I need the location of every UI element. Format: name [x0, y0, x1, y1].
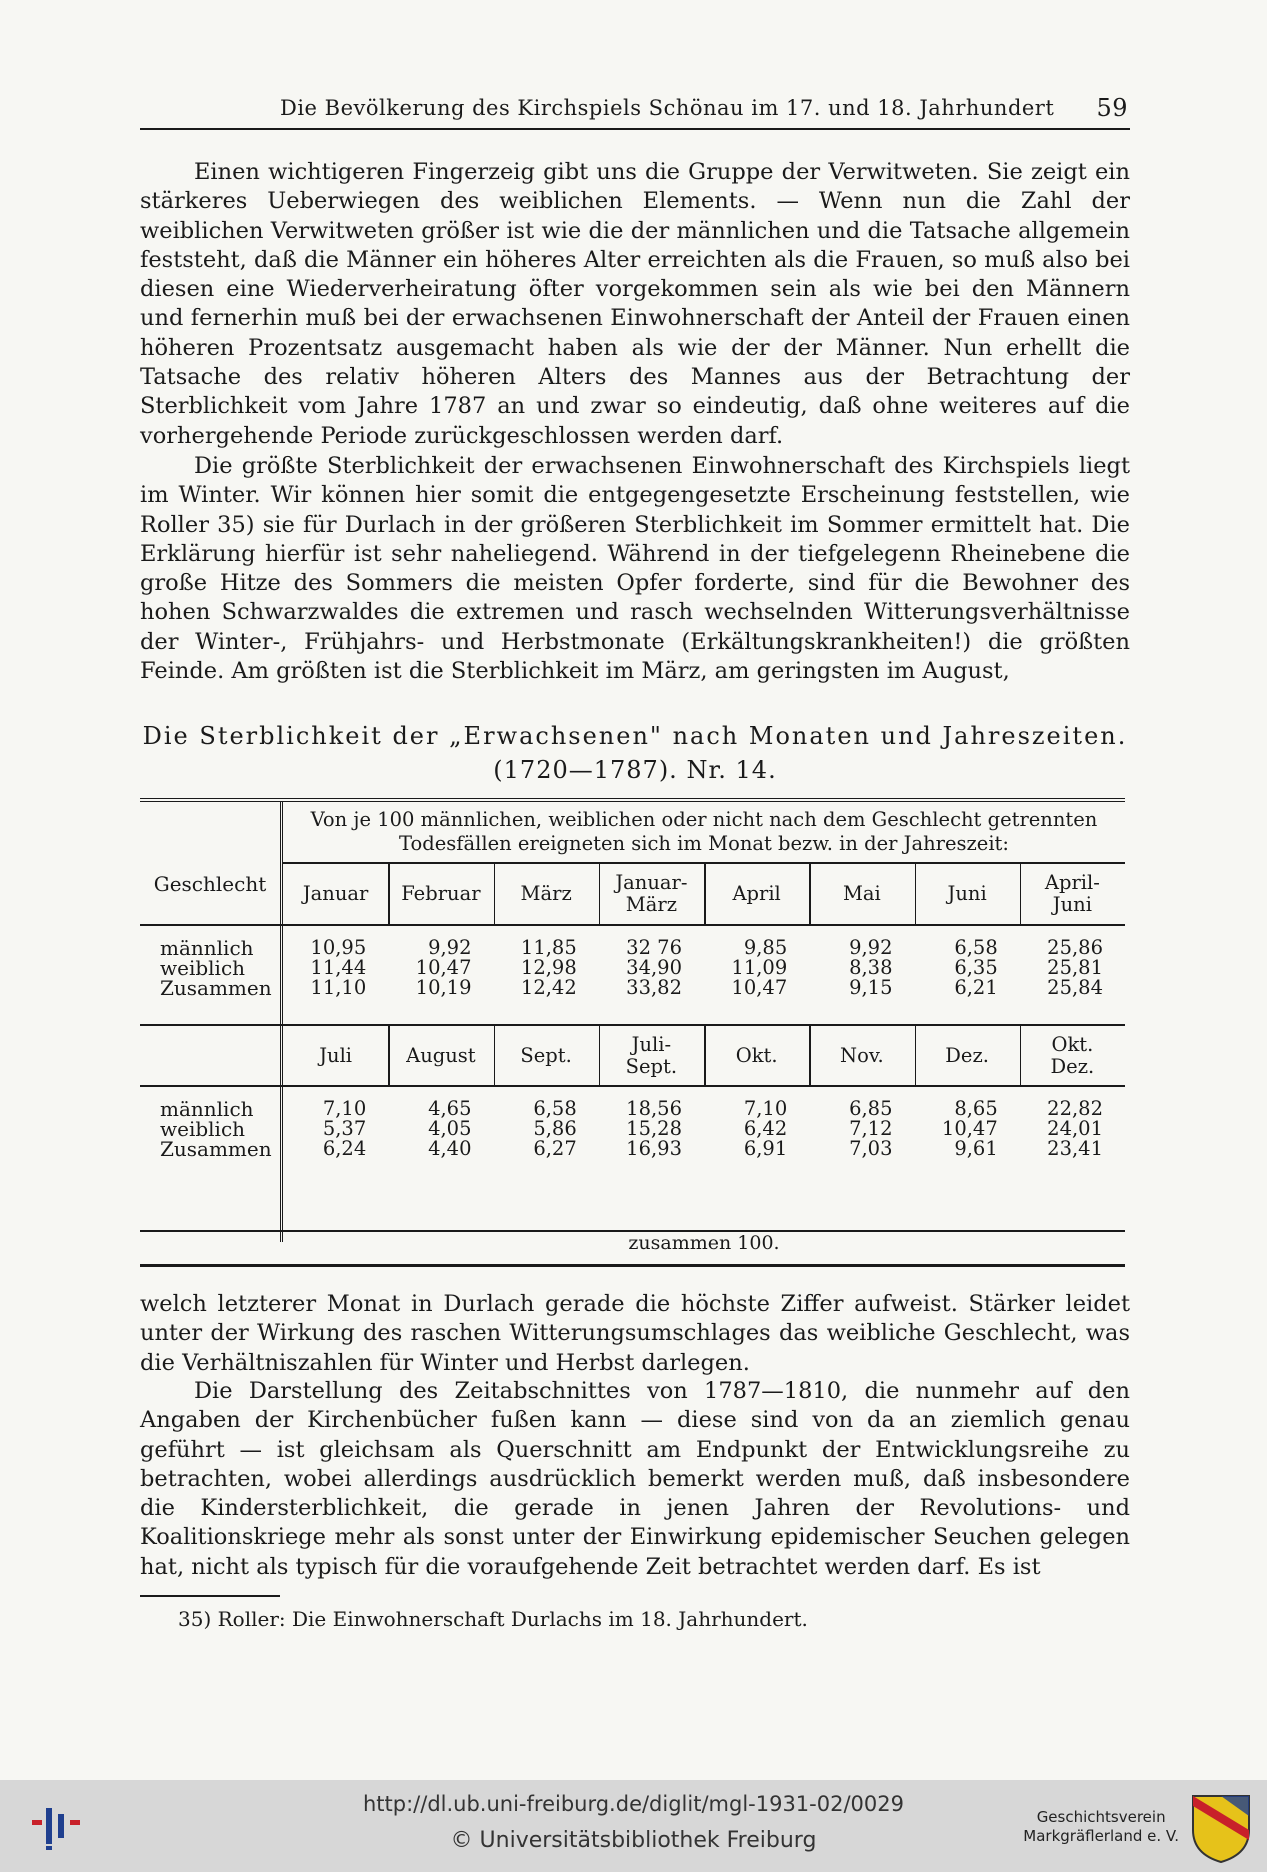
table-cell: 6,42: [743, 1117, 788, 1140]
table-cell: 11,09: [731, 956, 788, 979]
table-cell: 25,84: [1047, 976, 1103, 999]
table-cell: 11,10: [310, 976, 367, 999]
table-cell: 10,47: [941, 1117, 998, 1140]
column-header: Sept.: [520, 1044, 572, 1067]
label-column: [140, 802, 283, 1242]
column-header: Januar- März: [615, 871, 688, 916]
column-header: Dez.: [945, 1044, 989, 1067]
column-header: August: [406, 1044, 476, 1067]
table-cell: 6,27: [533, 1137, 577, 1160]
table-cell: 11,44: [310, 956, 367, 979]
table-cell: 4,40: [428, 1137, 472, 1160]
table-cell: 4,05: [428, 1117, 472, 1140]
table-cell: 9,15: [849, 976, 893, 999]
running-head-title: Die Bevölkerung des Kirchspiels Schönau im 17. und 18. Jahrhundert: [280, 96, 1055, 120]
table-cell: 6,24: [322, 1137, 367, 1160]
viewer-footer: [0, 1780, 1267, 1872]
table-cell: 5,86: [533, 1117, 577, 1140]
table-cell: 6,85: [849, 1097, 893, 1120]
table-cell: 6,58: [954, 936, 998, 959]
table-cell: 10,95: [310, 936, 367, 959]
column-header: Okt. Dez.: [1050, 1033, 1095, 1078]
table-cell: 7,03: [849, 1137, 893, 1160]
table-intro: Von je 100 männlichen, weiblichen oder nicht nach dem Geschlecht getrennten Todesfällen ereigneten sich im Monat bezw. in der Jahreszeit:: [310, 808, 1098, 855]
table-cell: 5,37: [322, 1117, 367, 1140]
running-head: [140, 92, 1130, 130]
table-cell: 9,61: [954, 1137, 998, 1160]
table-cell: 7,12: [849, 1117, 893, 1140]
table-cell: 7,10: [322, 1097, 367, 1120]
rule-above-head-2: [140, 1024, 1125, 1026]
permalink-url[interactable]: http://dl.ub.uni-freiburg.de/diglit/mgl-1931-02/0029: [362, 1792, 904, 1816]
table-cell: 12,98: [520, 956, 577, 979]
paragraph-3: welch letzterer Monat in Durlach gerade die höchste Ziffer aufweist. Stärker leidet unter der Wirkung des raschen Witterungsumschlages das weibliche Geschlecht, was die Verhältniszahlen für Winter und Herbst darlegen.: [140, 1291, 1130, 1376]
table-cell: 33,82: [626, 976, 682, 999]
mortality-table: [140, 798, 1125, 1267]
column-header: Februar: [401, 882, 481, 905]
society-name: [1023, 1808, 1179, 1846]
rule-under-head-1: [140, 924, 1125, 926]
total-note: zusammen 100.: [628, 1232, 780, 1254]
rule-under-head-2: [140, 1085, 1125, 1087]
column-header: April: [732, 882, 781, 905]
table-cell: 22,82: [1047, 1097, 1103, 1120]
copyright: © Universitätsbibliothek Freiburg: [450, 1828, 817, 1853]
row-label: weiblich: [160, 1117, 246, 1141]
footnote-rule: [140, 1595, 280, 1597]
table-cell: 6,91: [743, 1137, 788, 1160]
table-cell: 32 76: [626, 936, 682, 959]
row-label: weiblich: [160, 956, 246, 980]
table-cell: 15,28: [626, 1117, 682, 1140]
table-cell: 24,01: [1047, 1117, 1103, 1140]
column-header: Juli- Sept.: [625, 1033, 678, 1078]
table-cell: 7,10: [743, 1097, 788, 1120]
table-subtitle: (1720—1787). Nr. 14.: [493, 756, 777, 784]
row-label: männlich: [160, 936, 254, 960]
table-cell: 9,92: [428, 936, 472, 959]
table-cell: 6,35: [954, 956, 998, 979]
table-cell: 8,65: [954, 1097, 998, 1120]
table-cell: 9,85: [743, 936, 788, 959]
table-cell: 10,47: [731, 976, 788, 999]
row-label: Zusammen: [160, 976, 272, 1000]
table-cell: 9,92: [849, 936, 893, 959]
table-cell: 6,21: [954, 976, 998, 999]
coat-of-arms-icon: [1189, 1792, 1253, 1864]
column-header: Juni: [947, 882, 987, 905]
society-line-2: Markgräflerland e. V.: [1023, 1827, 1179, 1845]
paragraph-2: Die größte Sterblichkeit der erwachsenen Einwohnerschaft des Kirchspiels liegt im Winter. Wir können hier somit die entgegengesetzte Erscheinung feststellen, wie Roller 35) sie für Durlach in der größeren Sterblichkeit im Sommer ermittelt hat. Die Erklärung hierfür ist sehr naheliegend. Während in der tiefgelegenn Rheinebene die große Hitze des Sommers die meisten Opfer forderte, sind für die Bewohner des hohen Schwarzwaldes die extremen und rasch wechselnden Witterungsverhältnisse der Winter-, Frühjahrs- und Herbstmonate (Erkältungskrankheiten!) die größten Feinde. Am größten ist die Sterblichkeit im März, am geringsten im August,: [140, 453, 1130, 685]
table-cell: 34,90: [626, 956, 682, 979]
table-cell: 23,41: [1047, 1137, 1103, 1160]
table-cell: 6,58: [533, 1097, 577, 1120]
column-header: Januar: [302, 882, 369, 905]
table-cell: 10,19: [415, 976, 472, 999]
table-cell: 4,65: [428, 1097, 472, 1120]
table-cell: 12,42: [520, 976, 577, 999]
table-cell: 18,56: [626, 1097, 682, 1120]
table-cell: 10,47: [415, 956, 472, 979]
geschlecht-header: Geschlecht: [153, 872, 267, 896]
table-cell: 25,81: [1047, 956, 1103, 979]
paragraph-4: Die Darstellung des Zeitabschnittes von 1787—1810, die nunmehr auf den Angaben der Kirchenbücher fußen kann — diese sind von da an ziemlich genau geführt — ist gleichsam als Querschnitt am Endpunkt der Entwicklungsreihe zu betrachten, wobei allerdings ausdrücklich bemerkt werden muß, daß insbesondere die Kindersterblichkeit, die gerade in jenen Jahren der Revolutions- und Koalitionskriege mehr als sonst unter der Einwirkung epidemischer Seuchen gelegen hat, nicht als typisch für die voraufgehende Zeit betrachtet werden darf. Es ist: [140, 1378, 1130, 1580]
column-header: Juli: [319, 1044, 353, 1067]
row-label: männlich: [160, 1097, 254, 1121]
table-title: Die Sterblichkeit der „Erwachsenen" nach Monaten und Jahreszeiten.: [142, 722, 1128, 750]
table-cell: 16,93: [626, 1137, 682, 1160]
rule-above-total: [140, 1230, 1125, 1232]
paragraph-1: Einen wichtigeren Fingerzeig gibt uns die Gruppe der Verwitweten. Sie zeigt ein stärkeres Ueberwiegen des weiblichen Elements. — Wenn nun die Zahl der weiblichen Verwitweten größer ist wie die der männlichen und die Tatsache allgemein feststeht, daß die Männer ein höheres Alter erreichten als die Frauen, so muß also bei diesen eine Wiederverheiratung öfter vorgekommen sein als wie bei den Männern und fernerhin muß bei der erwachsenen Einwohnerschaft der Anteil der Frauen einen höheren Prozentsatz ausgemacht haben als wie der der Männer. Nun erhellt die Tatsache des relativ höheren Alters des Mannes aus der Betrachtung der Sterblichkeit vom Jahre 1787 an und zwar so eindeutig, daß ohne weiteres auf die vorhergehende Periode zurückgeschlossen werden darf.: [140, 159, 1130, 449]
table-cell: 8,38: [849, 956, 893, 979]
page-number: 59: [1096, 94, 1128, 122]
table-cell: 25,86: [1047, 936, 1103, 959]
column-header: April- Juni: [1044, 871, 1100, 916]
column-header: Nov.: [840, 1044, 884, 1067]
society-line-1: Geschichtsverein: [1036, 1808, 1166, 1826]
column-header: Mai: [842, 882, 881, 905]
column-header: März: [520, 882, 572, 905]
footnote: 35) Roller: Die Einwohnerschaft Durlachs im 18. Jahrhundert.: [178, 1607, 808, 1631]
column-header: Okt.: [735, 1044, 778, 1067]
row-label: Zusammen: [160, 1137, 272, 1161]
table-cell: 11,85: [520, 936, 577, 959]
